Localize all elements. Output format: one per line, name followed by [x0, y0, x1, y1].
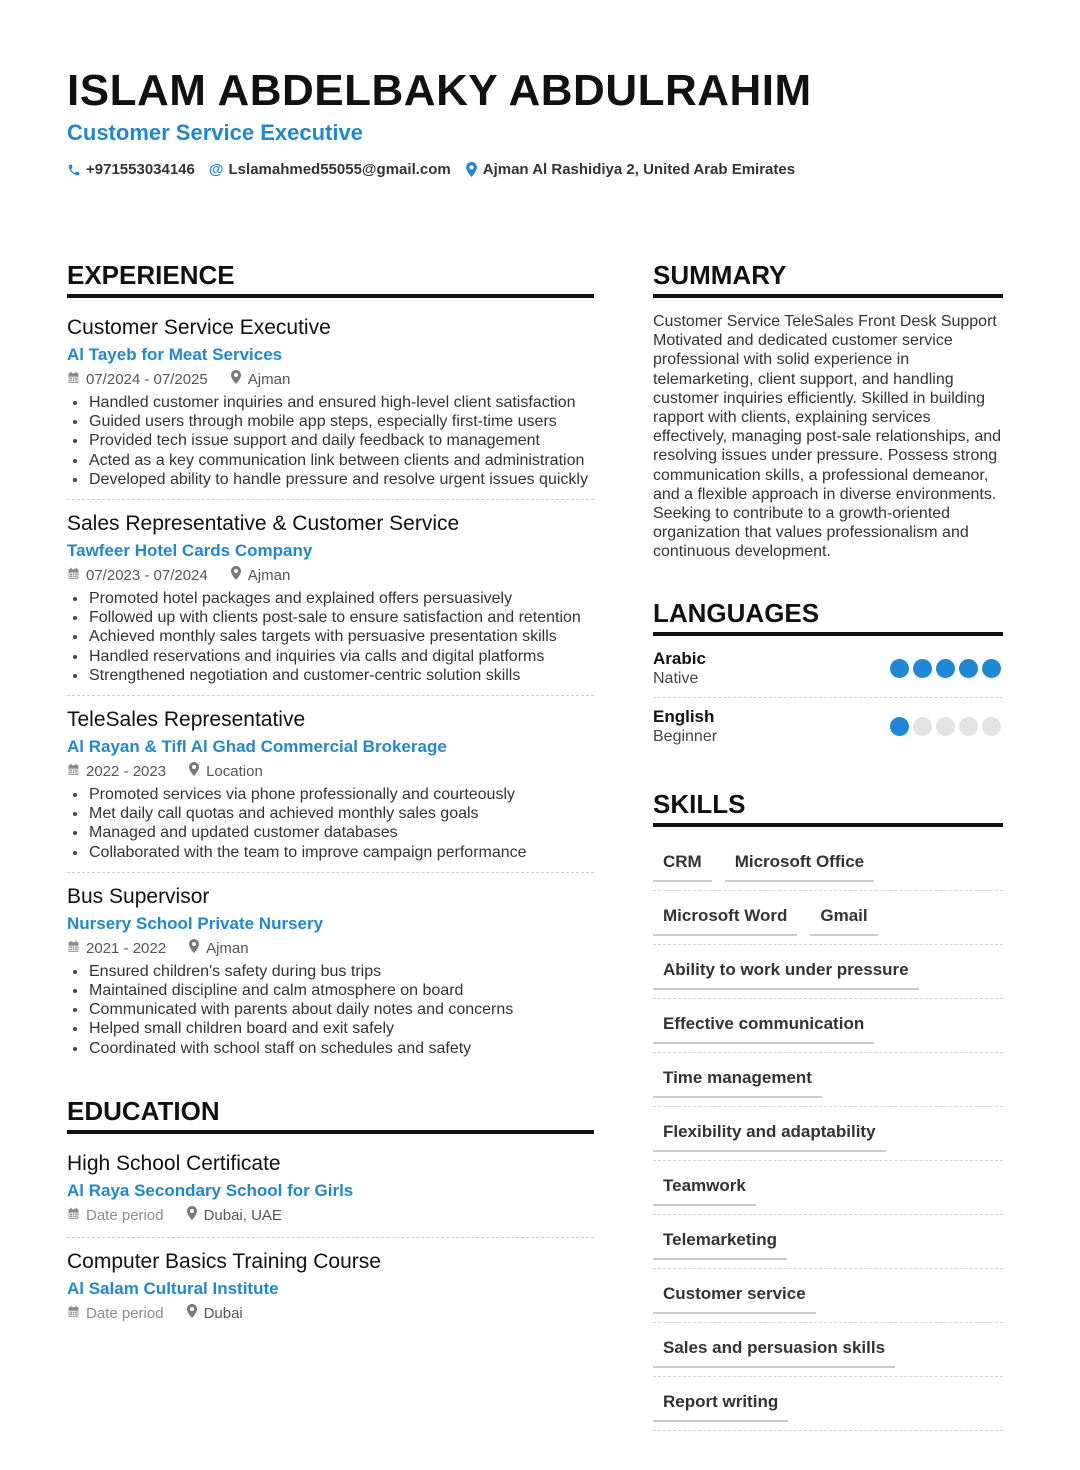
languages-list	[653, 640, 1003, 755]
entry-meta	[67, 369, 594, 391]
entry-location	[230, 565, 291, 587]
proficiency-rating	[890, 717, 1001, 736]
skill-tag: Customer service	[653, 1276, 816, 1314]
responsibility-item: Promoted services via phone professionally and courteously	[67, 785, 594, 804]
proficiency-dot	[890, 659, 909, 678]
responsibility-list	[67, 589, 594, 685]
language-name: English	[653, 706, 715, 726]
skill-tag: Microsoft Word	[653, 898, 797, 936]
proficiency-rating	[890, 659, 1001, 678]
entry-meta	[67, 1303, 594, 1325]
proficiency-dot	[913, 717, 932, 736]
responsibility-item: Helped small children board and exit safely	[67, 1019, 594, 1038]
proficiency-dot	[913, 659, 932, 678]
skill-row	[653, 945, 1003, 999]
contact-location	[465, 161, 795, 178]
skills-heading: SKILLS	[653, 787, 1003, 827]
responsibility-item: Met daily call quotas and achieved monthly sales goals	[67, 804, 594, 823]
responsibility-item: Maintained discipline and calm atmosphere on board	[67, 981, 594, 1000]
education-list	[67, 1140, 594, 1335]
skill-tag: Report writing	[653, 1384, 788, 1422]
responsibility-list	[67, 962, 594, 1058]
skill-row	[653, 891, 1003, 945]
responsibility-list	[67, 393, 594, 489]
email-text: Lslamahmed55055@gmail.com	[228, 161, 451, 178]
candidate-name: ISLAM ABDELBAKY ABDULRAHIM	[67, 66, 812, 115]
skill-row	[653, 1161, 1003, 1215]
date-text: 07/2023 - 07/2024	[86, 567, 208, 585]
proficiency-dot	[936, 717, 955, 736]
responsibility-item: Provided tech issue support and daily feedback to management	[67, 431, 594, 450]
date-text: Date period	[86, 1206, 164, 1224]
job-role: Customer Service Executive	[67, 316, 331, 339]
left-column	[67, 258, 594, 1335]
date-range	[67, 761, 166, 783]
languages-heading: LANGUAGES	[653, 596, 1003, 636]
degree-name: High School Certificate	[67, 1151, 281, 1175]
calendar-icon	[67, 1205, 80, 1227]
job-role: Bus Supervisor	[67, 884, 210, 908]
skill-row	[653, 1323, 1003, 1377]
company-name: Al Rayan & Tifl Al Ghad Commercial Brokerage	[67, 737, 447, 757]
responsibility-item: Ensured children's safety during bus trips	[67, 962, 594, 981]
location-text: Ajman	[247, 371, 291, 388]
calendar-icon	[67, 938, 80, 960]
location-text: Dubai	[203, 1304, 243, 1322]
skill-row	[653, 1053, 1003, 1107]
entry-meta	[67, 938, 594, 960]
school-name: Al Raya Secondary School for Girls	[67, 1180, 354, 1200]
calendar-icon	[67, 1303, 80, 1325]
responsibility-item: Developed ability to handle pressure and resolve urgent issues quickly	[67, 470, 594, 489]
date-text: 2021 - 2022	[86, 939, 167, 957]
skill-tag: Microsoft Office	[725, 844, 874, 882]
degree-name: Computer Basics Training Course	[67, 1249, 381, 1273]
experience-list	[67, 304, 594, 1068]
contact-email[interactable]	[209, 161, 451, 178]
location-text: Ajman Al Rashidiya 2, United Arab Emirates	[482, 161, 796, 178]
language-info	[653, 707, 717, 747]
date-range	[67, 369, 208, 391]
entry-location	[186, 1205, 282, 1227]
language-row	[653, 698, 1003, 755]
company-name: Al Tayeb for Meat Services	[67, 345, 283, 364]
company-name: Nursery School Private Nursery	[67, 913, 324, 933]
location-pin-icon	[188, 761, 200, 783]
skill-tag: Telemarketing	[653, 1222, 787, 1260]
language-name: Arabic	[653, 648, 706, 668]
entry-meta	[67, 761, 594, 783]
entry-location	[188, 938, 249, 960]
right-column	[653, 258, 1003, 1431]
entry-location	[230, 369, 291, 391]
entry-location	[186, 1303, 243, 1325]
location-text: Ajman	[206, 939, 249, 957]
responsibility-item: Managed and updated customer databases	[67, 823, 594, 842]
location-text: Dubai, UAE	[203, 1206, 282, 1224]
responsibility-item: Coordinated with school staff on schedules and safety	[67, 1039, 594, 1058]
contact-phone[interactable]	[67, 161, 195, 178]
language-info	[653, 649, 706, 689]
calendar-icon	[67, 369, 80, 391]
experience-entry	[67, 873, 594, 1068]
responsibility-item: Handled customer inquiries and ensured high-level client satisfaction	[67, 393, 594, 412]
at-sign-icon: @	[208, 161, 224, 178]
proficiency-dot	[982, 659, 1001, 678]
location-pin-icon	[230, 565, 242, 587]
responsibility-item: Promoted hotel packages and explained offers persuasively	[67, 589, 594, 608]
skill-tag: Effective communication	[653, 1006, 874, 1044]
language-level: Beginner	[653, 727, 718, 745]
skill-row	[653, 1107, 1003, 1161]
date-text: 07/2024 - 07/2025	[86, 371, 208, 388]
experience-heading: EXPERIENCE	[67, 258, 594, 298]
experience-entry	[67, 696, 594, 873]
skill-row	[653, 1215, 1003, 1269]
location-pin-icon	[188, 938, 200, 960]
candidate-title: Customer Service Executive	[67, 120, 363, 145]
summary-heading: SUMMARY	[653, 258, 1003, 298]
experience-entry	[67, 500, 594, 696]
language-level: Native	[653, 669, 699, 687]
job-role: TeleSales Representative	[67, 708, 306, 732]
skill-tag: Teamwork	[653, 1168, 756, 1206]
phone-text: +971553034146	[86, 161, 195, 178]
date-text: 2022 - 2023	[86, 763, 167, 781]
location-pin-icon	[186, 1205, 198, 1227]
skill-tag: CRM	[653, 844, 712, 882]
skills-list	[653, 837, 1003, 1431]
skill-tag: Gmail	[810, 898, 877, 936]
calendar-icon	[67, 565, 80, 587]
school-name: Al Salam Cultural Institute	[67, 1278, 279, 1298]
location-pin-icon	[230, 369, 242, 391]
proficiency-dot	[982, 717, 1001, 736]
date-range	[67, 1303, 164, 1325]
education-heading: EDUCATION	[67, 1094, 594, 1134]
experience-entry	[67, 304, 594, 500]
date-range	[67, 565, 208, 587]
location-text: Location	[206, 763, 263, 781]
entry-location	[188, 761, 263, 783]
responsibility-item: Strengthened negotiation and customer-centric solution skills	[67, 666, 594, 685]
education-entry	[67, 1238, 594, 1335]
date-range	[67, 938, 166, 960]
responsibility-item: Followed up with clients post-sale to ensure satisfaction and retention	[67, 608, 594, 627]
skill-row	[653, 837, 1003, 891]
date-range	[67, 1205, 164, 1227]
proficiency-dot	[936, 659, 955, 678]
entry-meta	[67, 565, 594, 587]
summary-text: Customer Service TeleSales Front Desk Support Motivated and dedicated customer service professional with solid experience in telemarketing, client support, and handling customer inquiries efficiently. Skilled in building rapport with clients, explaining services effectively, managing post-sale relationships, and resolving issues under pressure. Possess strong communication skills, a professional demeanor, and a flexible approach in diverse environments. Seeking to contribute to a growth-oriented organization that values professionalism and continuous development.	[653, 313, 1002, 561]
phone-icon	[67, 163, 81, 177]
responsibility-item: Handled reservations and inquiries via calls and digital platforms	[67, 647, 594, 666]
proficiency-dot	[959, 717, 978, 736]
skill-tag: Sales and persuasion skills	[653, 1330, 895, 1368]
skill-tag: Flexibility and adaptability	[653, 1114, 886, 1152]
responsibility-item: Achieved monthly sales targets with persuasive presentation skills	[67, 627, 594, 646]
responsibility-item: Collaborated with the team to improve campaign performance	[67, 843, 594, 862]
education-entry	[67, 1140, 594, 1238]
company-name: Tawfeer Hotel Cards Company	[67, 541, 313, 561]
calendar-icon	[67, 761, 80, 783]
location-pin-icon	[465, 162, 478, 177]
location-pin-icon	[186, 1303, 198, 1325]
responsibility-item: Acted as a key communication link between clients and administration	[67, 451, 594, 470]
responsibility-item: Communicated with parents about daily notes and concerns	[67, 1000, 594, 1019]
skill-tag: Ability to work under pressure	[653, 952, 919, 990]
location-text: Ajman	[247, 567, 291, 585]
responsibility-list	[67, 785, 594, 862]
skill-row	[653, 1269, 1003, 1323]
proficiency-dot	[890, 717, 909, 736]
language-row	[653, 640, 1003, 698]
skill-row	[653, 999, 1003, 1053]
date-text: Date period	[86, 1304, 164, 1322]
responsibility-item: Guided users through mobile app steps, especially first-time users	[67, 412, 594, 431]
entry-meta	[67, 1205, 594, 1227]
job-role: Sales Representative & Customer Service	[67, 512, 460, 536]
contact-bar	[67, 161, 795, 178]
proficiency-dot	[959, 659, 978, 678]
skill-tag: Time management	[653, 1060, 822, 1098]
skill-row	[653, 1377, 1003, 1431]
